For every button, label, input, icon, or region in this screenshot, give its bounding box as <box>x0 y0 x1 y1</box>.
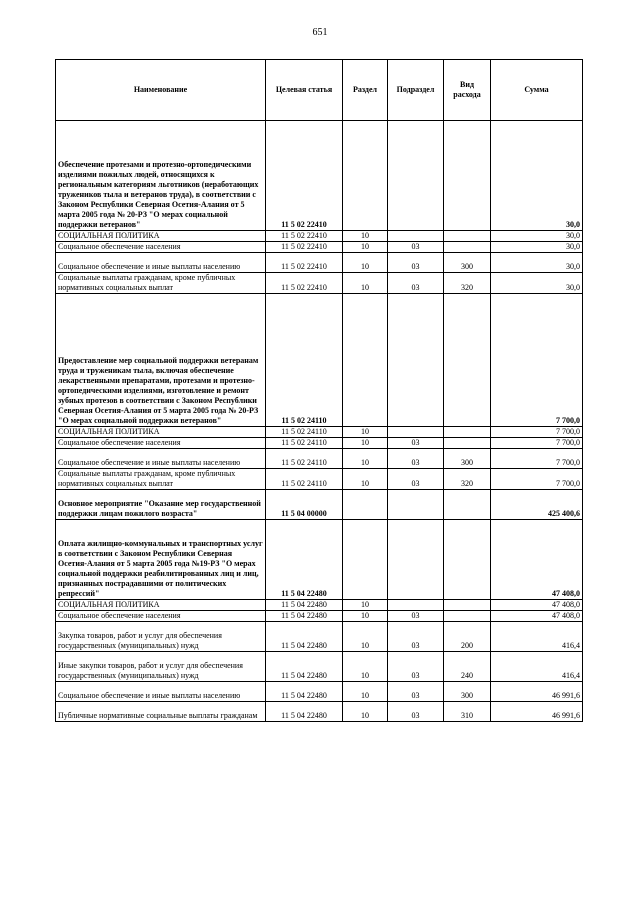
table-row <box>56 231 583 242</box>
row-subsection-cell <box>388 490 444 520</box>
row-subsection-cell: 03 <box>388 242 444 253</box>
row-type-cell: 200 <box>444 622 491 652</box>
row-sum-cell: 416,4 <box>491 622 583 652</box>
table-row <box>56 121 583 231</box>
row-sum-cell: 47 408,0 <box>491 520 583 600</box>
row-subsection-cell: 03 <box>388 469 444 490</box>
row-sum-cell: 7 700,0 <box>491 469 583 490</box>
row-subsection-cell: 03 <box>388 652 444 682</box>
row-type-cell <box>444 427 491 438</box>
row-code-cell: 11 5 02 24110 <box>266 438 343 449</box>
row-name-cell: Социальное обеспечение населения <box>56 242 266 253</box>
row-name-cell: Социальное обеспечение и иные выплаты населению <box>56 449 266 469</box>
row-name-cell: Социальное обеспечение и иные выплаты населению <box>56 253 266 273</box>
row-type-cell: 240 <box>444 652 491 682</box>
row-sum-cell: 30,0 <box>491 253 583 273</box>
row-type-cell <box>444 438 491 449</box>
row-name-cell: Закупка товаров, работ и услуг для обеспечения государственных (муниципальных) нужд <box>56 622 266 652</box>
row-type-cell <box>444 520 491 600</box>
row-section-cell: 10 <box>343 231 388 242</box>
table-row <box>56 273 583 294</box>
row-sum-cell: 46 991,6 <box>491 702 583 722</box>
row-section-cell: 10 <box>343 682 388 702</box>
row-type-cell: 300 <box>444 449 491 469</box>
row-subsection-cell <box>388 427 444 438</box>
row-subsection-cell <box>388 121 444 231</box>
row-subsection-cell: 03 <box>388 682 444 702</box>
row-type-cell: 310 <box>444 702 491 722</box>
table-header <box>56 60 583 121</box>
row-code-cell: 11 5 04 00000 <box>266 490 343 520</box>
row-subsection-cell: 03 <box>388 438 444 449</box>
row-type-cell: 320 <box>444 273 491 294</box>
row-section-cell: 10 <box>343 427 388 438</box>
row-subsection-cell: 03 <box>388 273 444 294</box>
table-row <box>56 611 583 622</box>
row-subsection-cell: 03 <box>388 622 444 652</box>
table-row <box>56 490 583 520</box>
page-number: 651 <box>312 27 328 38</box>
row-name-cell: Социальные выплаты гражданам, кроме публичных нормативных социальных выплат <box>56 469 266 490</box>
row-sum-cell: 7 700,0 <box>491 438 583 449</box>
row-subsection-cell: 03 <box>388 253 444 273</box>
header-subsection: Подраздел <box>388 60 444 121</box>
header-name: Наименование <box>56 60 266 121</box>
row-type-cell <box>444 242 491 253</box>
row-code-cell: 11 5 02 22410 <box>266 121 343 231</box>
row-section-cell: 10 <box>343 273 388 294</box>
row-name-cell: Обеспечение протезами и протезно-ортопедическими изделиями пожилых людей, относящихся к региональным категориям льготников (неработающих тружеников тыла и ветеранов труда), в соответствии с Законом Республики Северная Осетия-Алания от 5 марта 2005 года № 20-РЗ "О мерах социальной поддержки ветеранов" <box>56 121 266 231</box>
row-section-cell: 10 <box>343 702 388 722</box>
row-code-cell: 11 5 02 24110 <box>266 427 343 438</box>
row-sum-cell: 30,0 <box>491 231 583 242</box>
row-sum-cell: 30,0 <box>491 242 583 253</box>
row-name-cell: Социальные выплаты гражданам, кроме публичных нормативных социальных выплат <box>56 273 266 294</box>
row-name-cell: СОЦИАЛЬНАЯ ПОЛИТИКА <box>56 231 266 242</box>
table-row <box>56 253 583 273</box>
row-code-cell: 11 5 04 22480 <box>266 682 343 702</box>
row-subsection-cell <box>388 294 444 427</box>
row-sum-cell: 30,0 <box>491 121 583 231</box>
row-type-cell <box>444 490 491 520</box>
table-row <box>56 652 583 682</box>
budget-table <box>55 59 583 722</box>
table-row <box>56 682 583 702</box>
row-subsection-cell: 03 <box>388 611 444 622</box>
row-sum-cell: 425 400,6 <box>491 490 583 520</box>
row-section-cell: 10 <box>343 242 388 253</box>
row-section-cell <box>343 490 388 520</box>
row-type-cell: 320 <box>444 469 491 490</box>
row-type-cell: 300 <box>444 253 491 273</box>
row-type-cell <box>444 231 491 242</box>
row-sum-cell: 7 700,0 <box>491 427 583 438</box>
row-code-cell: 11 5 04 22480 <box>266 520 343 600</box>
row-code-cell: 11 5 04 22480 <box>266 600 343 611</box>
row-code-cell: 11 5 02 24110 <box>266 294 343 427</box>
row-section-cell <box>343 520 388 600</box>
row-type-cell <box>444 600 491 611</box>
row-code-cell: 11 5 02 22410 <box>266 231 343 242</box>
row-section-cell: 10 <box>343 449 388 469</box>
row-code-cell: 11 5 02 24110 <box>266 469 343 490</box>
row-sum-cell: 7 700,0 <box>491 294 583 427</box>
row-sum-cell: 47 408,0 <box>491 611 583 622</box>
row-code-cell: 11 5 04 22480 <box>266 611 343 622</box>
table-row <box>56 438 583 449</box>
row-section-cell: 10 <box>343 253 388 273</box>
row-sum-cell: 7 700,0 <box>491 449 583 469</box>
table-row <box>56 449 583 469</box>
header-type: Вид расхода <box>444 60 491 121</box>
table-row <box>56 294 583 427</box>
row-name-cell: Основное мероприятие "Оказание мер государственной поддержки лицам пожилого возраста" <box>56 490 266 520</box>
row-name-cell: Предоставление мер социальной поддержки ветеранам труда и труженикам тыла, включая обеспечение лекарственными препаратами, протезами и протезно-ортопедическими изделиями, изготовление и ремонт зубных протезов в соответствии с Законом Республики Северная Осетия-Алания от 5 марта 2005 года № 20-РЗ "О мерах социальной поддержки ветеранов" <box>56 294 266 427</box>
row-code-cell: 11 5 04 22480 <box>266 622 343 652</box>
row-subsection-cell <box>388 231 444 242</box>
table-row <box>56 469 583 490</box>
row-code-cell: 11 5 02 24110 <box>266 449 343 469</box>
row-code-cell: 11 5 02 22410 <box>266 242 343 253</box>
row-subsection-cell <box>388 520 444 600</box>
row-code-cell: 11 5 04 22480 <box>266 652 343 682</box>
row-section-cell: 10 <box>343 469 388 490</box>
row-section-cell: 10 <box>343 652 388 682</box>
row-code-cell: 11 5 02 22410 <box>266 253 343 273</box>
row-type-cell <box>444 294 491 427</box>
row-name-cell: СОЦИАЛЬНАЯ ПОЛИТИКА <box>56 427 266 438</box>
row-section-cell <box>343 121 388 231</box>
header-sum: Сумма <box>491 60 583 121</box>
table-row <box>56 622 583 652</box>
row-name-cell: СОЦИАЛЬНАЯ ПОЛИТИКА <box>56 600 266 611</box>
table-row <box>56 520 583 600</box>
row-type-cell <box>444 611 491 622</box>
row-section-cell: 10 <box>343 600 388 611</box>
row-section-cell: 10 <box>343 611 388 622</box>
row-code-cell: 11 5 02 22410 <box>266 273 343 294</box>
row-sum-cell: 47 408,0 <box>491 600 583 611</box>
row-type-cell: 300 <box>444 682 491 702</box>
row-name-cell: Социальное обеспечение и иные выплаты населению <box>56 682 266 702</box>
row-section-cell <box>343 294 388 427</box>
header-code: Целевая статья <box>266 60 343 121</box>
row-name-cell: Социальное обеспечение населения <box>56 438 266 449</box>
table-row <box>56 427 583 438</box>
row-sum-cell: 416,4 <box>491 652 583 682</box>
row-type-cell <box>444 121 491 231</box>
row-name-cell: Иные закупки товаров, работ и услуг для обеспечения государственных (муниципальных) нужд <box>56 652 266 682</box>
row-name-cell: Оплата жилищно-коммунальных и транспортных услуг в соответствии с Законом Республики Северная Осетия-Алания от 5 марта 2005 года №19-РЗ "О мерах социальной поддержки реабилитированных лиц и лиц, признанных пострадавшими от политических репрессий" <box>56 520 266 600</box>
row-name-cell: Социальное обеспечение населения <box>56 611 266 622</box>
table-row <box>56 242 583 253</box>
row-sum-cell: 46 991,6 <box>491 682 583 702</box>
row-name-cell: Публичные нормативные социальные выплаты гражданам <box>56 702 266 722</box>
row-subsection-cell: 03 <box>388 702 444 722</box>
row-sum-cell: 30,0 <box>491 273 583 294</box>
table-row <box>56 600 583 611</box>
header-section: Раздел <box>343 60 388 121</box>
row-subsection-cell: 03 <box>388 449 444 469</box>
table-row <box>56 702 583 722</box>
row-section-cell: 10 <box>343 622 388 652</box>
row-subsection-cell <box>388 600 444 611</box>
row-section-cell: 10 <box>343 438 388 449</box>
table-body <box>56 121 583 722</box>
row-code-cell: 11 5 04 22480 <box>266 702 343 722</box>
